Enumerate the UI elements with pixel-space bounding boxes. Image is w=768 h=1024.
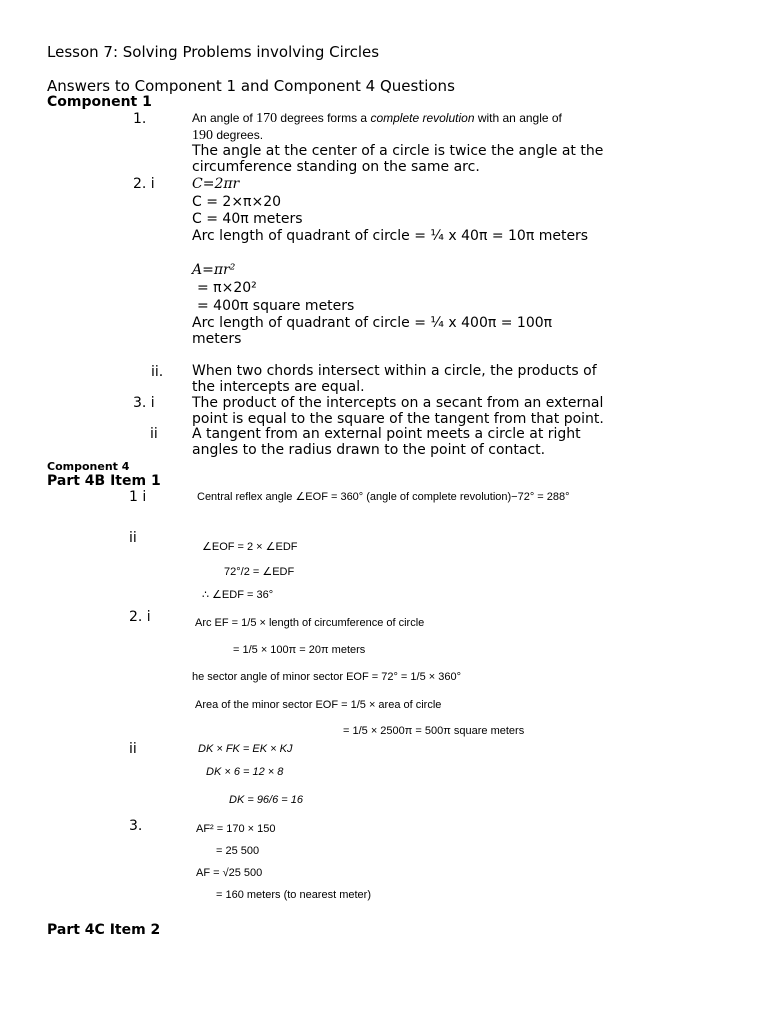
q4-1ii-line: 72°/2 = ∠EDF: [224, 566, 295, 578]
question-number: ii.: [151, 364, 164, 380]
q2-line: C=2πr: [192, 176, 240, 192]
q1-line-1: An angle of 170 degrees forms a complete revolution with an angle of: [192, 111, 562, 126]
q2-line: meters: [192, 331, 242, 347]
question-number: 1.: [133, 111, 147, 127]
q4-3-line: = 160 meters (to nearest meter): [216, 889, 371, 901]
q2-line: A=πr²: [192, 262, 236, 278]
q4-2i-line: Arc EF = 1/5 × length of circumference of circle: [195, 617, 425, 629]
q3i-line-2: point is equal to the square of the tangent from that point.: [192, 411, 604, 427]
q4-2i-line: he sector angle of minor sector EOF = 72° = 1/5 × 360°: [192, 671, 461, 683]
q4-2ii-line: DK × 6 = 12 × 8: [206, 766, 284, 778]
q1-line-3: The angle at the center of a circle is twice the angle at the: [192, 143, 604, 159]
q4-1i-text: Central reflex angle ∠EOF = 360° (angle of complete revolution)−72° = 288°: [197, 491, 570, 503]
q2ii-line-1: When two chords intersect within a circle, the products of: [192, 363, 597, 379]
question-number: 3.: [129, 818, 143, 834]
part-4b-heading: Part 4B Item 1: [47, 473, 161, 489]
q2-line: C = 40π meters: [192, 211, 303, 227]
q1-line-2: 190 degrees.: [192, 128, 264, 143]
q4-2i-line: = 1/5 × 2500π = 500π square meters: [343, 725, 525, 737]
q3ii-line-1: A tangent from an external point meets a circle at right: [192, 426, 581, 442]
q2ii-line-2: the intercepts are equal.: [192, 379, 365, 395]
q4-2ii-line: DK × FK = EK × KJ: [198, 743, 293, 755]
question-number: ii: [129, 530, 137, 546]
page-title: Lesson 7: Solving Problems involving Circles: [47, 43, 380, 61]
q4-3-line: = 25 500: [216, 845, 260, 857]
q2-line: = π×20²: [197, 280, 257, 296]
question-number: 2. i: [129, 609, 151, 625]
q4-1ii-line: ∠EOF = 2 × ∠EDF: [202, 541, 298, 553]
part-4c-heading: Part 4C Item 2: [47, 922, 161, 938]
q4-1ii-line: ∴ ∠EDF = 36°: [202, 589, 274, 601]
question-number: 2. i: [133, 176, 155, 192]
q4-2i-line: Area of the minor sector EOF = 1/5 × area of circle: [195, 699, 442, 711]
q3ii-line-2: angles to the radius drawn to the point of contact.: [192, 442, 546, 458]
question-number: ii: [150, 426, 158, 442]
q2-line: Arc length of quadrant of circle = ¼ x 40π = 10π meters: [192, 228, 589, 244]
q4-2i-line: = 1/5 × 100π = 20π meters: [233, 644, 366, 656]
question-number: 1 i: [129, 489, 147, 505]
q2-line: = 400π square meters: [197, 298, 355, 314]
component-1-heading: Component 1: [47, 94, 152, 110]
question-number: 3. i: [133, 395, 155, 411]
q3i-line-1: The product of the intercepts on a secant from an external: [192, 395, 604, 411]
page-subtitle: Answers to Component 1 and Component 4 Questions: [47, 77, 455, 95]
component-4-heading: Component 4: [47, 460, 130, 473]
q1-line-4: circumference standing on the same arc.: [192, 159, 480, 175]
q4-2ii-line: DK = 96/6 = 16: [229, 794, 303, 806]
question-number: ii: [129, 741, 137, 757]
q2-line: C = 2×π×20: [192, 194, 282, 210]
q2-line: Arc length of quadrant of circle = ¼ x 400π = 100π: [192, 315, 553, 331]
q4-3-line: AF = √25 500: [196, 867, 263, 879]
q4-3-line: AF² = 170 × 150: [196, 823, 276, 835]
